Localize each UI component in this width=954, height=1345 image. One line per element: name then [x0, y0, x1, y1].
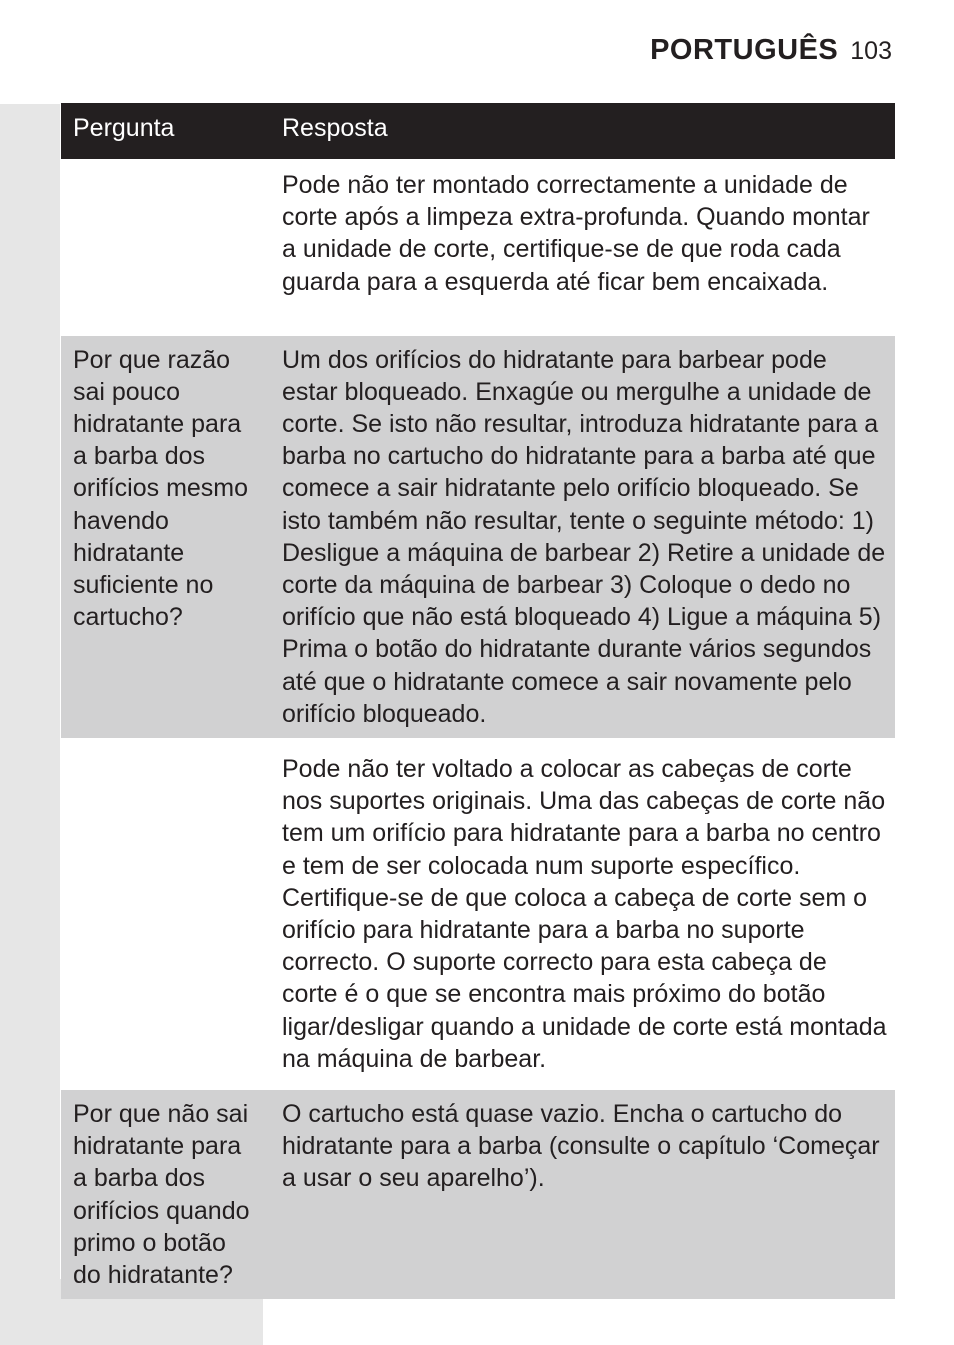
side-margin-strip: [0, 104, 60, 1345]
section-title: PORTUGUÊS: [650, 34, 839, 66]
table-header-row: [61, 103, 895, 159]
answer-cell: Pode não ter voltado a colocar as cabeças de corte nos suportes originais. Uma das cabeças de corte não tem um orifício para hidratante para a barba no centro e tem de ser colocada num suporte específico. Certifique-se de que coloca a cabeça de corte sem o orifício para hidratante para a barba no suporte correcto. O suporte correcto para esta cabeça de corte é o que se encontra mais próximo do botão ligar/desligar quando a unidade de corte está montada na máquina de barbear.: [262, 741, 895, 1086]
question-cell: Por que razão sai pouco hidratante para a barba dos orifícios mesmo havendo hidratante suficiente no cartucho?: [61, 332, 262, 741]
answer-cell: Pode não ter montado correctamente a unidade de corte após a limpeza extra-profunda. Quando montar a unidade de corte, certifique-se de que roda cada guarda para a esquerda até ficar bem encaixada.: [262, 159, 895, 332]
faq-table: [61, 103, 895, 1299]
page-number: 103: [850, 37, 892, 65]
table-row: [61, 332, 895, 741]
page-header: [650, 34, 892, 67]
answer-cell: Um dos orifícios do hidratante para barbear pode estar bloqueado. Enxagúe ou mergulhe a unidade de corte. Se isto não resultar, introduza hidratante para a barba no cartucho do hidratante para a barba até que comece a sair hidratante pelo orifício bloqueado. Se isto também não resultar, tente o seguinte método: 1) Desligue a máquina de barbear 2) Retire a unidade de corte da máquina de barbear 3) Coloque o dedo no orifício que não está bloqueado 4) Ligue a máquina 5) Prima o botão do hidratante durante vários segundos até que o hidratante comece a sair novamente pelo orifício bloqueado.: [262, 332, 895, 741]
table-row: [61, 159, 895, 332]
column-header-question: Pergunta: [61, 103, 262, 159]
question-cell: [61, 159, 262, 332]
table-row: [61, 741, 895, 1086]
table-row: [61, 1086, 895, 1299]
answer-cell: O cartucho está quase vazio. Encha o cartucho do hidratante para a barba (consulte o capítulo ‘Começar a usar o seu aparelho’).: [262, 1086, 895, 1299]
question-cell: [61, 741, 262, 1086]
column-header-answer: Resposta: [262, 103, 895, 159]
question-cell: Por que não sai hidratante para a barba dos orifícios quando primo o botão do hidratante?: [61, 1086, 262, 1299]
